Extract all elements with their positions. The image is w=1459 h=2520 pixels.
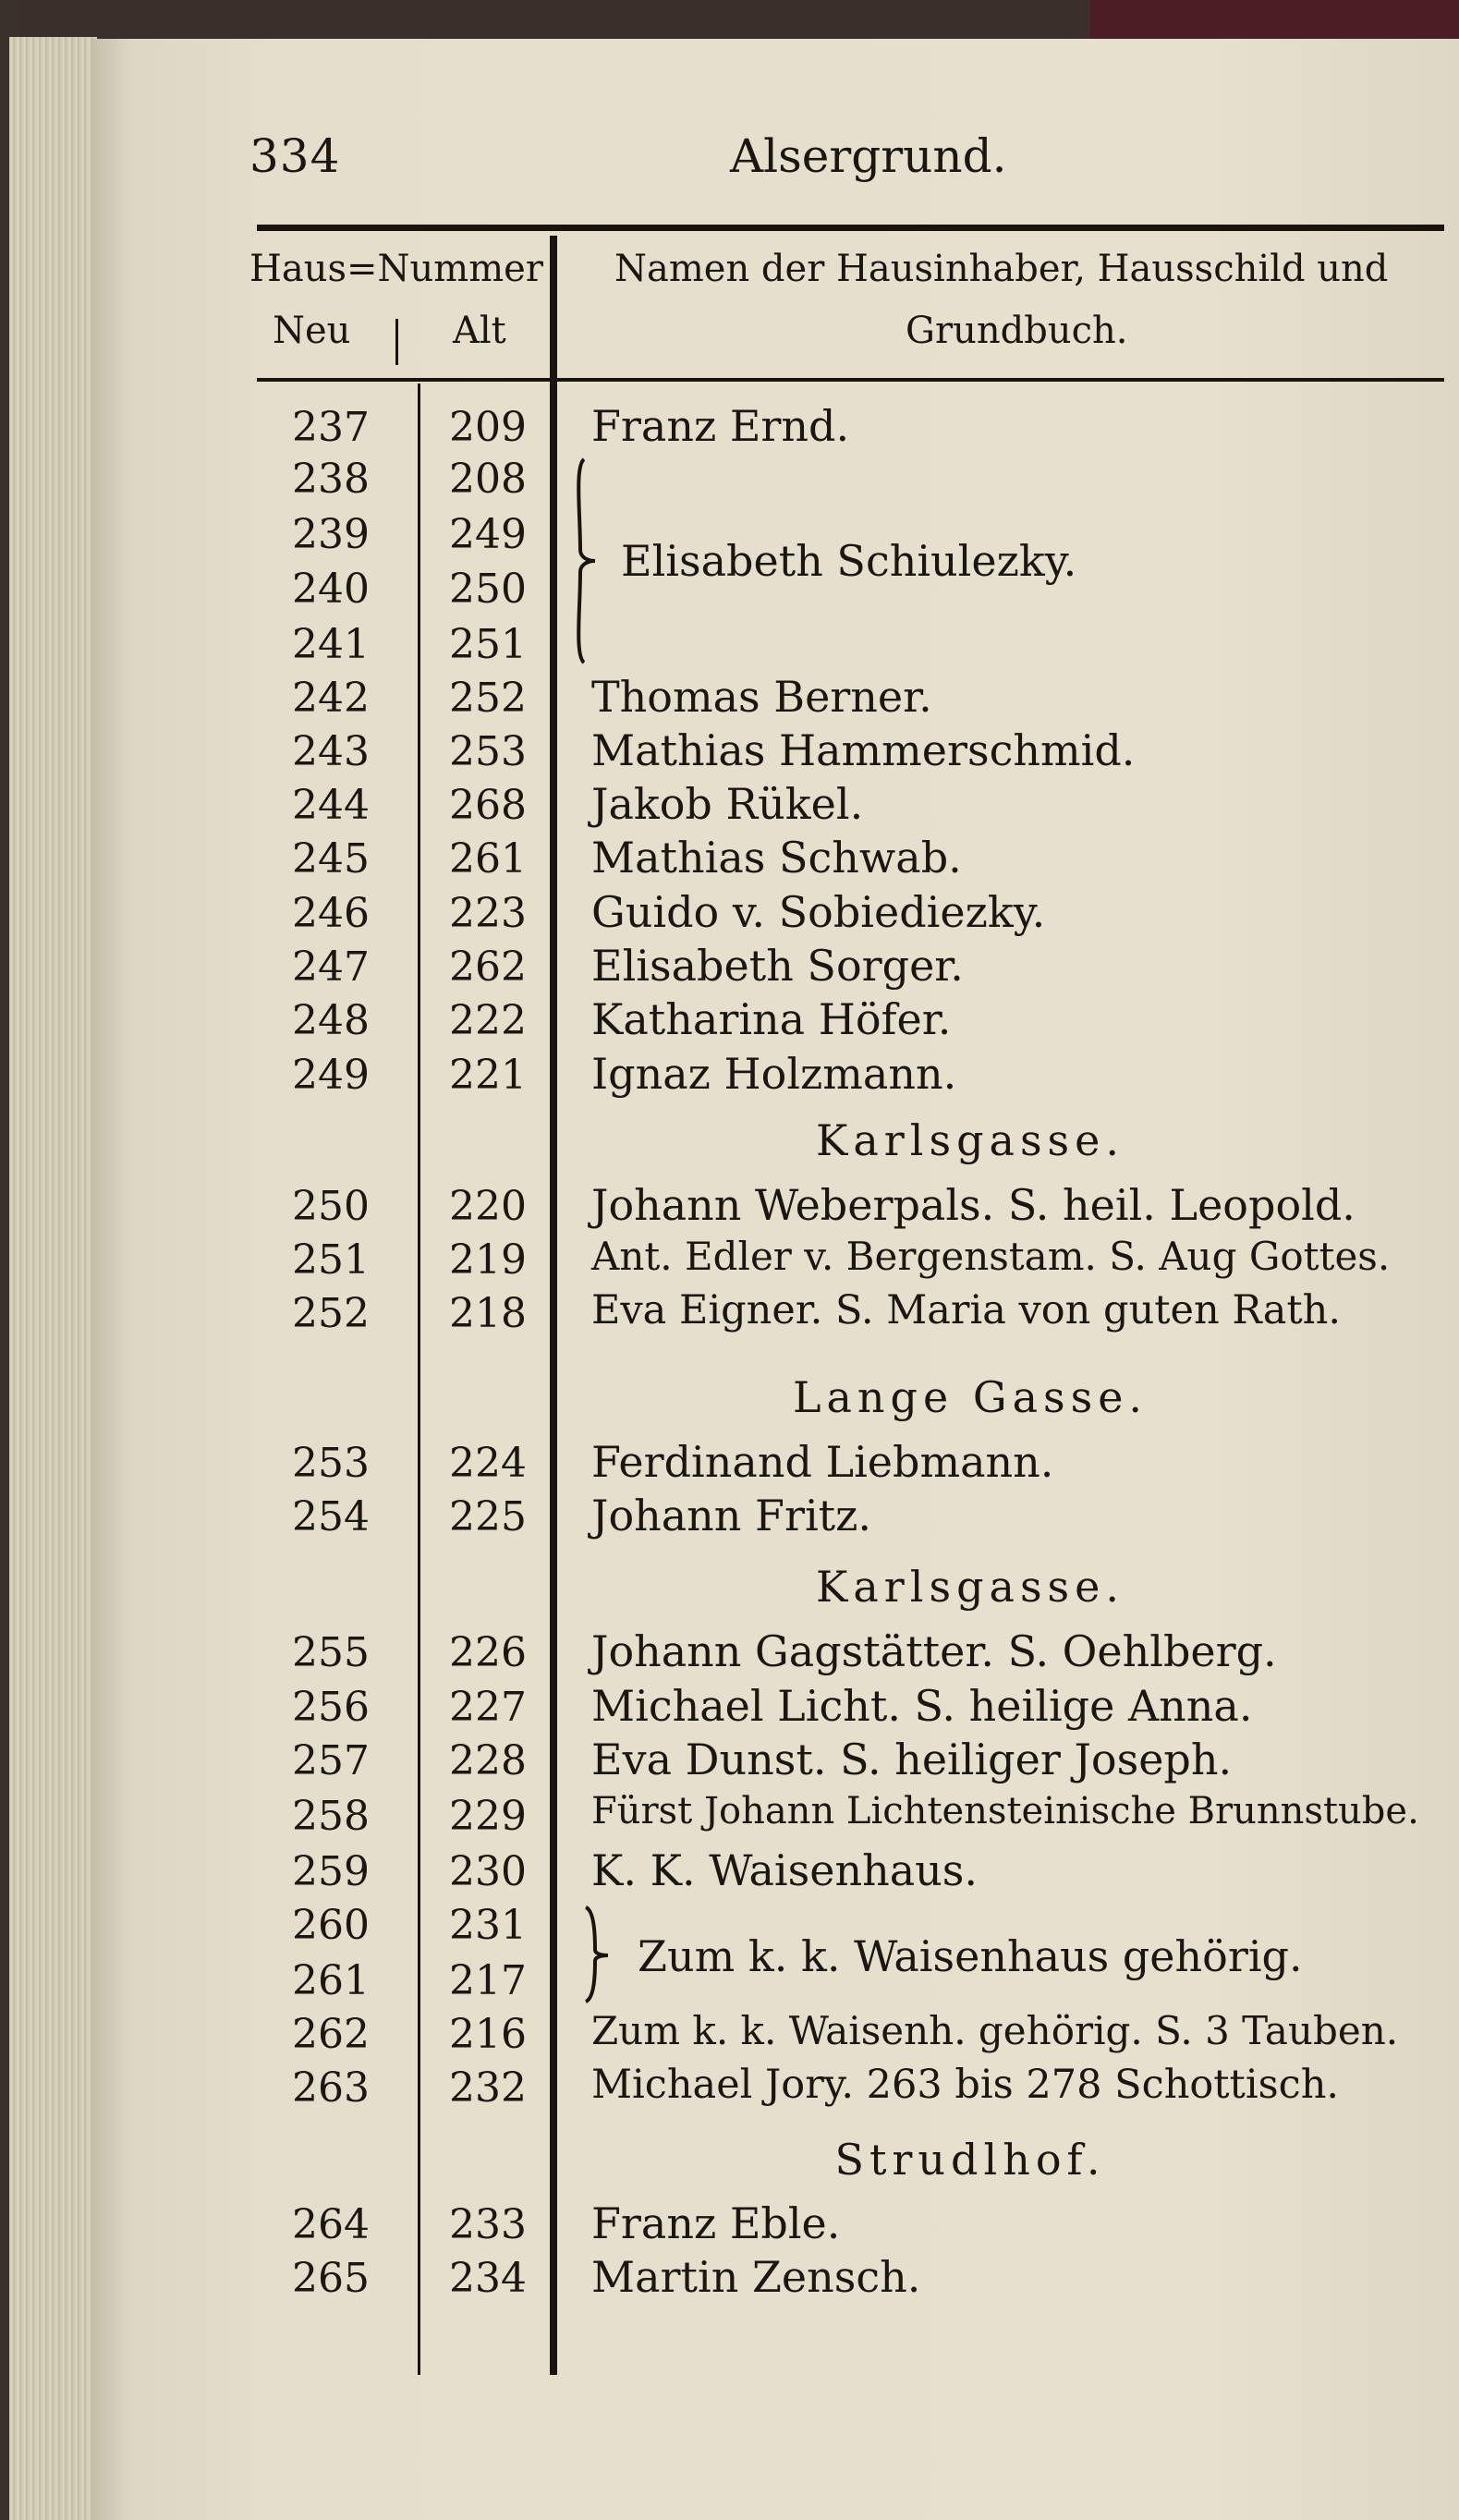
- row-alt: 230: [449, 1848, 527, 1895]
- row-alt: 251: [449, 621, 527, 668]
- row-neu: 243: [292, 728, 370, 775]
- owner-name: Elisabeth Sorger.: [591, 941, 964, 991]
- brace-bracket-238-241: [571, 457, 584, 661]
- row-alt: 219: [449, 1236, 527, 1284]
- column-divider-numbers: [418, 383, 420, 2375]
- row-alt: 268: [449, 782, 527, 829]
- row-neu: 253: [292, 1440, 370, 1487]
- row-neu: 262: [292, 2011, 370, 2058]
- owner-name: Michael Licht. S. heilige Anna.: [591, 1681, 1253, 1731]
- row-neu: 259: [292, 1848, 370, 1895]
- row-alt: 226: [449, 1629, 527, 1676]
- row-alt: 218: [449, 1290, 527, 1337]
- section-heading: Karlsgasse.: [815, 1562, 1125, 1612]
- row-neu: 258: [292, 1793, 370, 1840]
- row-neu: 265: [292, 2255, 370, 2302]
- top-double-rule: [257, 225, 1444, 231]
- owner-name: Ignaz Holzmann.: [591, 1049, 957, 1099]
- page-number: 334: [249, 129, 341, 183]
- owner-name: Eva Dunst. S. heiliger Joseph.: [591, 1735, 1233, 1784]
- header-house-number: Haus=Nummer: [249, 248, 543, 290]
- page-edges: [9, 37, 97, 2520]
- row-alt: 224: [449, 1440, 527, 1487]
- owner-name: Johann Gagstätter. S. Oehlberg.: [591, 1626, 1277, 1676]
- row-neu: 263: [292, 2064, 370, 2112]
- owner-name: Franz Eble.: [591, 2198, 841, 2248]
- row-alt: 222: [449, 997, 527, 1044]
- background-top: [0, 0, 1459, 44]
- row-neu: 255: [292, 1629, 370, 1676]
- row-neu: 256: [292, 1684, 370, 1731]
- row-neu: 244: [292, 782, 370, 829]
- header-old: Alt: [453, 310, 506, 352]
- owner-name: Jakob Rükel.: [591, 779, 864, 829]
- row-alt: 233: [449, 2201, 527, 2248]
- row-alt: 221: [449, 1052, 527, 1099]
- row-alt: 262: [449, 943, 527, 991]
- row-alt: 223: [449, 890, 527, 937]
- row-neu: 238: [292, 456, 370, 503]
- row-neu: 246: [292, 890, 370, 937]
- row-neu: 248: [292, 997, 370, 1044]
- header-bottom-rule: [257, 378, 1444, 382]
- row-alt: 208: [449, 456, 527, 503]
- owner-name: Fürst Johann Lichtensteinische Brunnstube.: [591, 1790, 1419, 1832]
- owner-name: Guido v. Sobiediezky.: [591, 887, 1046, 937]
- column-divider-main: [550, 236, 557, 2375]
- row-neu: 245: [292, 835, 370, 883]
- row-alt: 231: [449, 1902, 527, 1949]
- header-new: Neu: [273, 310, 351, 352]
- header-names-line2: Grundbuch.: [906, 310, 1128, 352]
- row-neu: 237: [292, 404, 370, 451]
- row-neu: 254: [292, 1493, 370, 1540]
- row-neu: 264: [292, 2201, 370, 2248]
- row-alt: 252: [449, 675, 527, 722]
- row-alt: 232: [449, 2064, 527, 2112]
- running-head: Alsergrund.: [730, 129, 1007, 183]
- section-heading: Lange Gasse.: [792, 1372, 1149, 1422]
- row-alt: 253: [449, 728, 527, 775]
- row-neu: 242: [292, 675, 370, 722]
- owner-name: Zum k. k. Waisenhaus gehörig.: [638, 1931, 1303, 1981]
- row-neu: 249: [292, 1052, 370, 1099]
- section-heading: Strudlhof.: [834, 2135, 1106, 2185]
- owner-name: Ferdinand Liebmann.: [591, 1437, 1054, 1487]
- row-neu: 257: [292, 1737, 370, 1784]
- owner-name: Martin Zensch.: [591, 2252, 921, 2302]
- row-alt: 225: [449, 1493, 527, 1540]
- owner-name: Mathias Schwab.: [591, 833, 962, 883]
- header-names-line1: Namen der Hausinhaber, Hausschild und: [614, 248, 1389, 290]
- row-alt: 217: [449, 1957, 527, 2004]
- row-alt: 250: [449, 566, 527, 613]
- section-heading: Karlsgasse.: [815, 1115, 1125, 1165]
- row-alt: 249: [449, 511, 527, 558]
- row-neu: 239: [292, 511, 370, 558]
- owner-name: Johann Weberpals. S. heil. Leopold.: [591, 1180, 1356, 1230]
- owner-name: Eva Eigner. S. Maria von guten Rath.: [591, 1287, 1341, 1333]
- row-neu: 252: [292, 1290, 370, 1337]
- row-neu: 250: [292, 1183, 370, 1230]
- row-neu: 241: [292, 621, 370, 668]
- owner-name: Katharina Höfer.: [591, 994, 952, 1044]
- row-neu: 261: [292, 1957, 370, 2004]
- row-alt: 229: [449, 1793, 527, 1840]
- row-alt: 220: [449, 1183, 527, 1230]
- row-alt: 228: [449, 1737, 527, 1784]
- background-binding: [1090, 0, 1459, 44]
- row-alt: 227: [449, 1684, 527, 1731]
- header-divider-small: [395, 319, 398, 365]
- owner-name: Elisabeth Schiulezky.: [621, 536, 1077, 586]
- row-neu: 251: [292, 1236, 370, 1284]
- owner-name: Michael Jory. 263 bis 278 Schottisch.: [591, 2062, 1340, 2108]
- owner-name: Johann Fritz.: [591, 1491, 872, 1540]
- row-alt: 216: [449, 2011, 527, 2058]
- row-neu: 240: [292, 566, 370, 613]
- row-alt: 209: [449, 404, 527, 451]
- owner-name: Zum k. k. Waisenh. gehörig. S. 3 Tauben.: [591, 2008, 1399, 2053]
- owner-name: Thomas Berner.: [591, 672, 932, 722]
- row-alt: 261: [449, 835, 527, 883]
- row-alt: 234: [449, 2255, 527, 2302]
- owner-name: Franz Ernd.: [591, 401, 850, 451]
- owner-name: Ant. Edler v. Bergenstam. S. Aug Gottes.: [591, 1234, 1391, 1279]
- owner-name: Mathias Hammerschmid.: [591, 725, 1136, 775]
- owner-name: K. K. Waisenhaus.: [591, 1845, 978, 1895]
- row-neu: 247: [292, 943, 370, 991]
- row-neu: 260: [292, 1902, 370, 1949]
